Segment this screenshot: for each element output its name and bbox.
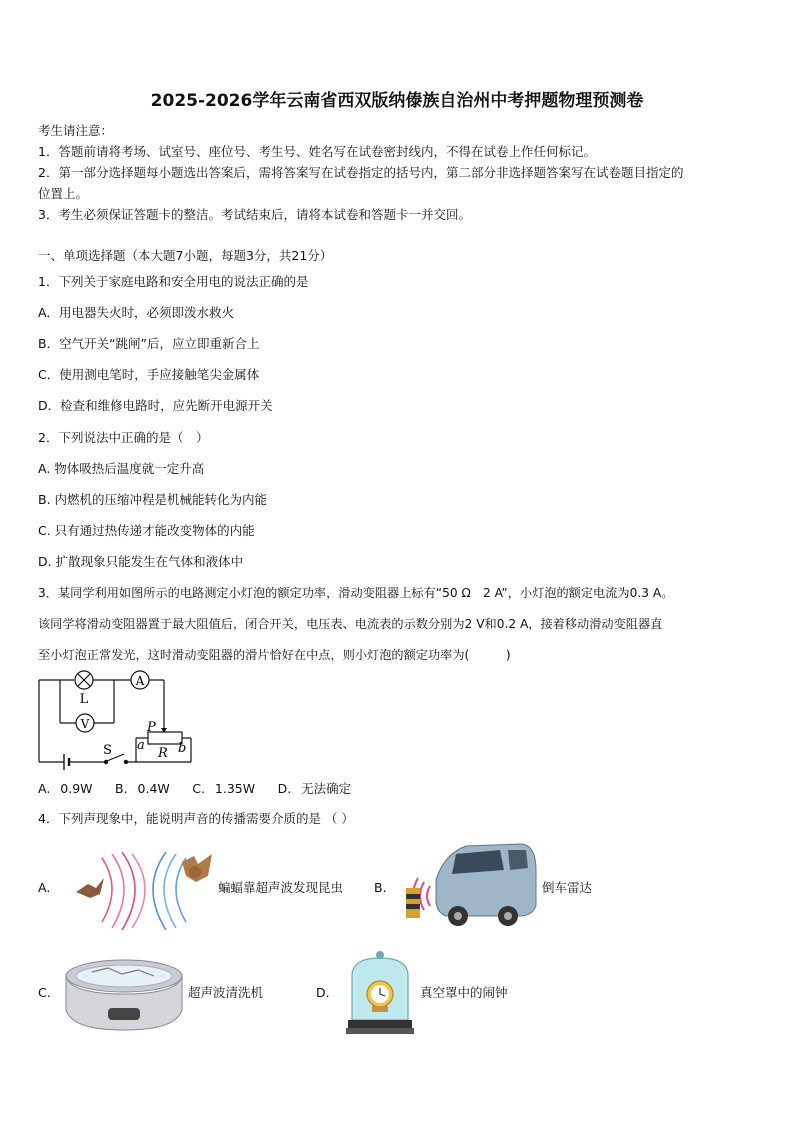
car-radar-icon xyxy=(400,840,538,936)
switch-label: S xyxy=(103,743,112,758)
lamp-label: L xyxy=(79,692,89,707)
q2-option-a: A. 物体吸热后温度就一定升高 xyxy=(38,461,205,476)
q3-line-2: 该同学将滑动变阻器置于最大阻值后，闭合开关，电压表、电流表的示数分别为2 V和0.2 A，接着移动滑动变阻器直 xyxy=(38,617,663,631)
notice-item-2-cont: 位置上。 xyxy=(38,186,89,201)
page-title: 2025-2026学年云南省西双版纳傣族自治州中考押题物理预测卷 xyxy=(150,91,644,111)
ammeter-label: A xyxy=(135,674,145,688)
q1-option-a: A．用电器失火时，必须即泼水救火 xyxy=(38,305,235,320)
q1-option-b: B．空气开关“跳闸”后，应立即重新合上 xyxy=(38,336,260,351)
q3-options: A. 0.9W B. 0.4W C. 1.35W D. 无法确定 xyxy=(38,781,352,796)
q4-option-a-letter: A. xyxy=(38,880,51,895)
q1-option-d: D．检查和维修电路时，应先断开电源开关 xyxy=(38,398,273,413)
q2-stem: 2．下列说法中正确的是（ ） xyxy=(38,430,209,445)
end-b-label: b xyxy=(178,741,187,756)
q2-option-c: C. 只有通过热传递才能改变物体的内能 xyxy=(38,523,255,538)
q3-line-3: 至小灯泡正常发光，这时滑动变阻器的滑片恰好在中点，则小灯泡的额定功率为( ) xyxy=(38,648,511,662)
circuit-diagram xyxy=(36,668,196,773)
q4-stem: 4．下列声现象中，能说明声音的传播需要介质的是 （ ） xyxy=(38,811,354,826)
slider-label: P xyxy=(147,720,156,735)
q4-option-b-label: 倒车雷达 xyxy=(542,880,593,895)
q4-option-b-letter: B. xyxy=(374,880,387,895)
q3-line-1: 3．某同学利用如图所示的电路测定小灯泡的额定功率，滑动变阻器上标有“50 Ω 2 A”，小灯泡的额定电流为0.3 A。 xyxy=(38,586,674,600)
end-a-label: a xyxy=(137,738,145,753)
notice-heading: 考生请注意： xyxy=(38,123,114,138)
q1-stem: 1．下列关于家庭电路和安全用电的说法正确的是 xyxy=(38,274,309,289)
bat-icon xyxy=(74,848,216,932)
voltmeter-label: V xyxy=(80,717,90,731)
resistor-label: R xyxy=(158,746,168,761)
q2-option-d: D. 扩散现象只能发生在气体和液体中 xyxy=(38,554,244,569)
ultrasonic-cleaner-icon xyxy=(62,954,186,1034)
q1-option-c: C．使用测电笔时，手应接触笔尖金属体 xyxy=(38,367,260,382)
bell-jar-clock-icon xyxy=(344,948,416,1036)
q4-option-d-letter: D. xyxy=(316,985,330,1000)
q4-option-a-label: 蝙蝠靠超声波发现昆虫 xyxy=(218,880,344,895)
notice-item-3: 3．考生必须保证答题卡的整洁。考试结束后，请将本试卷和答题卡一并交回。 xyxy=(38,207,471,222)
q4-option-d-label: 真空罩中的闹钟 xyxy=(420,985,508,1000)
section-heading: 一、单项选择题（本大题7小题，每题3分，共21分） xyxy=(38,248,333,263)
q2-option-b: B. 内燃机的压缩冲程是机械能转化为内能 xyxy=(38,492,268,507)
notice-item-1: 1．答题前请将考场、试室号、座位号、考生号、姓名写在试卷密封线内，不得在试卷上作任何标记。 xyxy=(38,144,596,159)
q4-option-c-letter: C. xyxy=(38,985,51,1000)
q4-option-c-label: 超声波清洗机 xyxy=(188,985,264,1000)
notice-item-2: 2．第一部分选择题每小题选出答案后，需将答案写在试卷指定的括号内，第二部分非选择题答案写在试卷题目指定的 xyxy=(38,165,684,180)
